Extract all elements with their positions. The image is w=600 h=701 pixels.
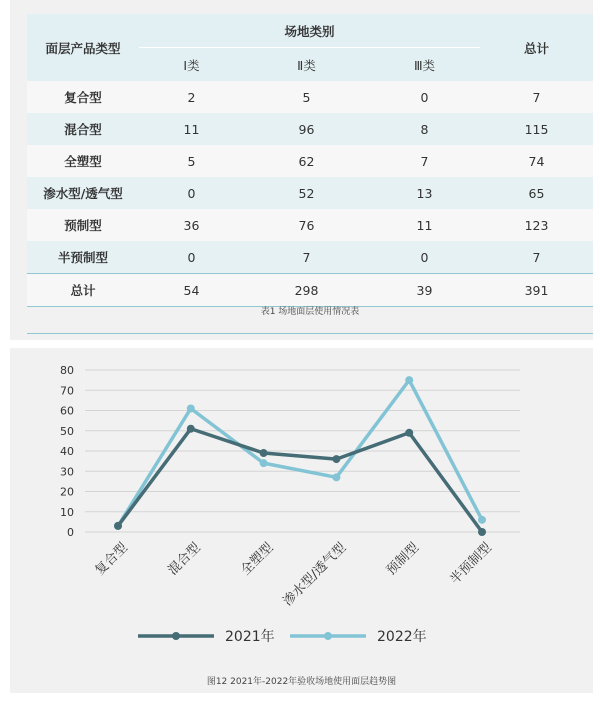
data-point: [332, 455, 340, 463]
legend-label: 2021年: [225, 629, 275, 645]
header-cat3: Ⅲ类: [369, 48, 480, 82]
data-point: [405, 376, 413, 384]
chart-panel: [10, 348, 593, 693]
cell-total: 7: [480, 81, 593, 113]
data-point: [332, 473, 340, 481]
table-caption-rule: [27, 333, 593, 334]
x-tick-label: 预制型: [383, 540, 423, 579]
row-label: 全塑型: [27, 145, 139, 177]
data-point: [405, 429, 413, 437]
cell-cat1: 2: [139, 81, 244, 113]
data-point: [187, 425, 195, 433]
x-tick-label: 全塑型: [238, 540, 277, 579]
cell-cat2: 5: [244, 81, 369, 113]
usage-table: [27, 14, 593, 307]
cell-cat3: 8: [369, 113, 480, 145]
cell-cat1: 5: [139, 145, 244, 177]
table-row: [27, 145, 593, 177]
cell-cat3: 7: [369, 145, 480, 177]
row-label: 混合型: [27, 113, 139, 145]
grid-lines: [85, 370, 520, 532]
cell-total: 391: [480, 274, 593, 307]
table-row: [27, 209, 593, 241]
cell-total: 7: [480, 241, 593, 274]
y-tick-label: 70: [60, 384, 74, 398]
table-row: [27, 241, 593, 274]
x-tick-label: 半预制型: [447, 540, 495, 588]
table-caption: 表1 场地面层使用情况表: [260, 307, 360, 317]
cell-cat2: 76: [244, 209, 369, 241]
x-tick-label: 渗水型/透气型: [280, 540, 350, 610]
cell-total: 65: [480, 177, 593, 209]
header-cat2: Ⅱ类: [244, 48, 369, 82]
x-tick-label: 混合型: [165, 540, 204, 579]
header-cat1: Ⅰ类: [139, 48, 244, 82]
legend-label: 2022年: [377, 629, 427, 645]
cell-cat3: 0: [369, 81, 480, 113]
table-row: [27, 177, 593, 209]
y-tick-label: 40: [60, 445, 74, 458]
data-point: [260, 449, 268, 457]
cell-cat1: 0: [139, 177, 244, 209]
table-row: [27, 113, 593, 145]
y-tick-label: 30: [60, 465, 74, 479]
data-point: [478, 516, 486, 524]
line-chart: [10, 348, 593, 678]
cell-cat3: 11: [369, 209, 480, 241]
series-line: [118, 429, 482, 532]
chart-caption: 图12 2021年-2022年验收场地使用面层趋势图: [206, 677, 397, 687]
cell-cat2: 62: [244, 145, 369, 177]
cell-cat2: 52: [244, 177, 369, 209]
legend-swatch-marker: [172, 632, 180, 640]
table-wrapper: [27, 14, 593, 307]
data-point: [114, 522, 122, 530]
row-label: 渗水型/透气型: [27, 177, 139, 209]
row-label: 总计: [27, 274, 139, 307]
row-label: 预制型: [27, 209, 139, 241]
cell-cat2: 96: [244, 113, 369, 145]
cell-cat2: 298: [244, 274, 369, 307]
row-label: 复合型: [27, 81, 139, 113]
y-axis-ticks: [60, 364, 74, 539]
header-total: 总计: [480, 14, 593, 81]
cell-cat1: 54: [139, 274, 244, 307]
header-product-type: 面层产品类型: [27, 14, 139, 81]
data-point: [478, 528, 486, 536]
data-point: [187, 404, 195, 412]
y-tick-label: 80: [60, 364, 74, 377]
data-point: [260, 459, 268, 467]
y-tick-label: 0: [67, 526, 74, 539]
row-label: 半预制型: [27, 241, 139, 274]
x-tick-label: 复合型: [92, 540, 131, 579]
table-row: [27, 81, 593, 113]
y-tick-label: 20: [60, 485, 74, 499]
cell-cat1: 0: [139, 241, 244, 274]
table-total-row: [27, 274, 593, 307]
legend: [138, 628, 427, 645]
cell-cat1: 11: [139, 113, 244, 145]
cell-cat3: 13: [369, 177, 480, 209]
cell-total: 74: [480, 145, 593, 177]
cell-cat3: 0: [369, 241, 480, 274]
cell-cat1: 36: [139, 209, 244, 241]
cell-cat2: 7: [244, 241, 369, 274]
cell-total: 115: [480, 113, 593, 145]
header-site-category: 场地类别: [139, 14, 480, 48]
y-tick-label: 50: [60, 424, 74, 438]
cell-total: 123: [480, 209, 593, 241]
cell-cat3: 39: [369, 274, 480, 307]
legend-swatch-marker: [324, 632, 332, 640]
table-panel: [10, 0, 593, 340]
y-tick-label: 10: [60, 505, 74, 519]
x-axis-ticks: [92, 540, 495, 610]
y-tick-label: 60: [60, 404, 74, 418]
